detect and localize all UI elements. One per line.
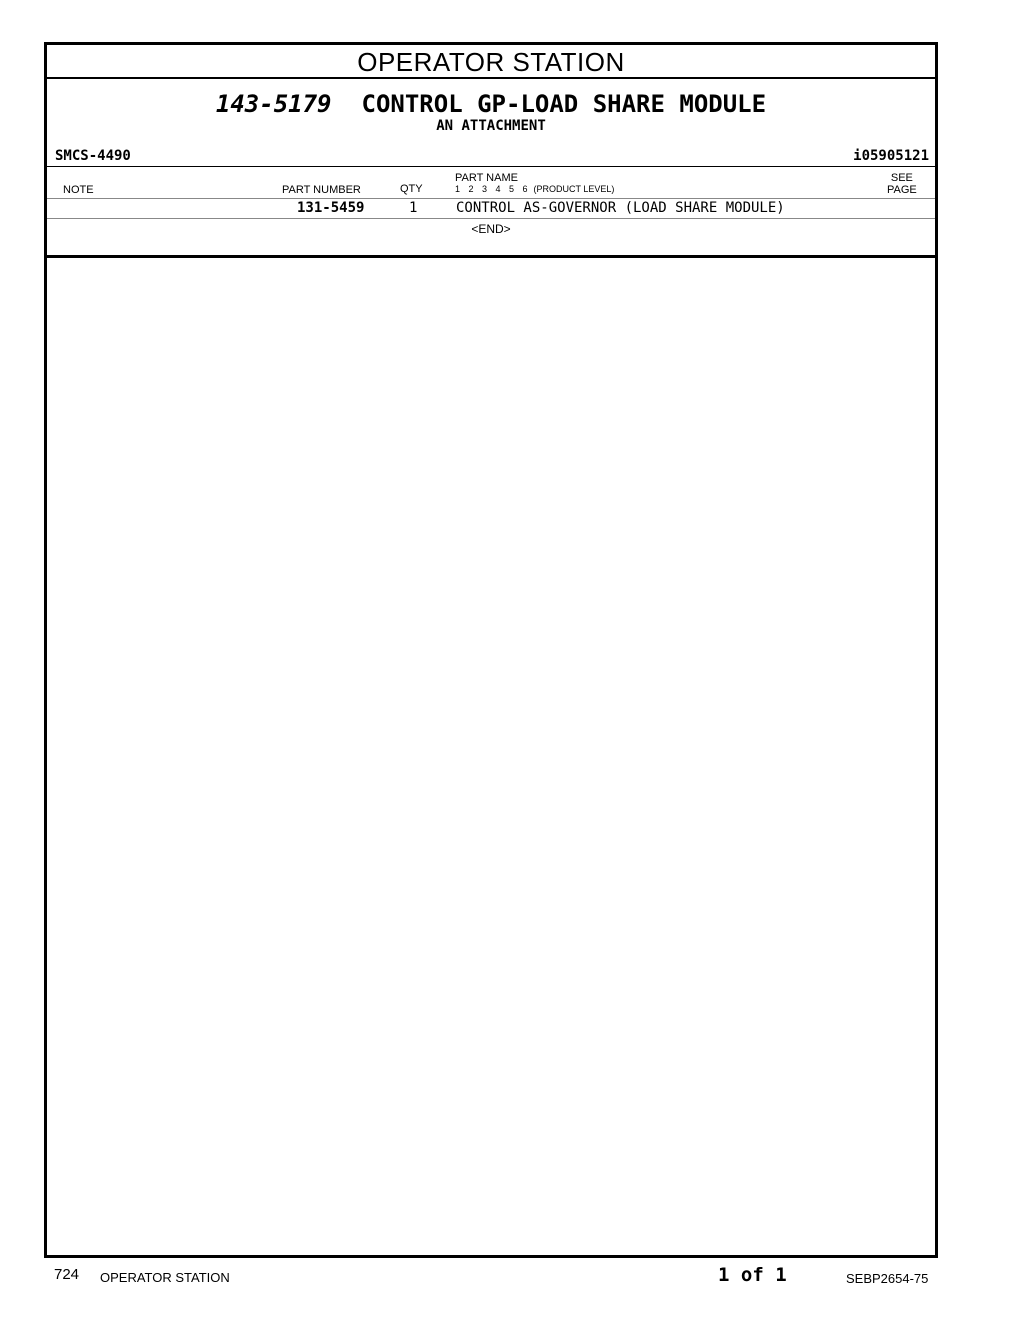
- column-header-levels: [455, 184, 614, 194]
- smcs-code: SMCS-4490: [55, 148, 131, 164]
- column-header-part-name: PART NAME: [455, 172, 518, 184]
- footer-page-number: 724: [54, 1266, 80, 1283]
- product-level-numbers: 1 2 3 4 5 6: [455, 184, 528, 194]
- part-name-cell: CONTROL AS-GOVERNOR (LOAD SHARE MODULE): [456, 200, 785, 216]
- end-marker: <END>: [471, 222, 511, 236]
- see-label: SEE: [890, 172, 913, 184]
- parts-page-frame: [44, 42, 938, 1258]
- group-title: [47, 89, 935, 119]
- column-header-note: NOTE: [63, 184, 94, 196]
- column-header-part-number: PART NUMBER: [282, 184, 361, 196]
- group-subtitle: AN ATTACHMENT: [436, 118, 546, 134]
- column-header-divider: [47, 198, 935, 199]
- group-name: CONTROL GP-LOAD SHARE MODULE: [361, 90, 767, 118]
- footer-doc-id: SEBP2654-75: [846, 1271, 929, 1286]
- table-bottom-border: [47, 255, 935, 258]
- row-divider: [47, 218, 935, 219]
- page-label: PAGE: [887, 184, 917, 196]
- qty-cell: 1: [409, 200, 418, 216]
- part-number-cell: 131-5459: [297, 200, 365, 216]
- group-number: 143-5179: [215, 90, 332, 118]
- product-level-label: (PRODUCT LEVEL): [533, 184, 615, 194]
- column-header-qty: QTY: [400, 183, 423, 195]
- header-divider: [47, 166, 935, 167]
- illustration-id: i05905121: [853, 148, 929, 164]
- footer-page-count: 1 of 1: [718, 1264, 787, 1286]
- footer-section: OPERATOR STATION: [100, 1270, 230, 1285]
- column-header-see-page: [887, 172, 917, 196]
- section-title: OPERATOR STATION: [47, 45, 935, 79]
